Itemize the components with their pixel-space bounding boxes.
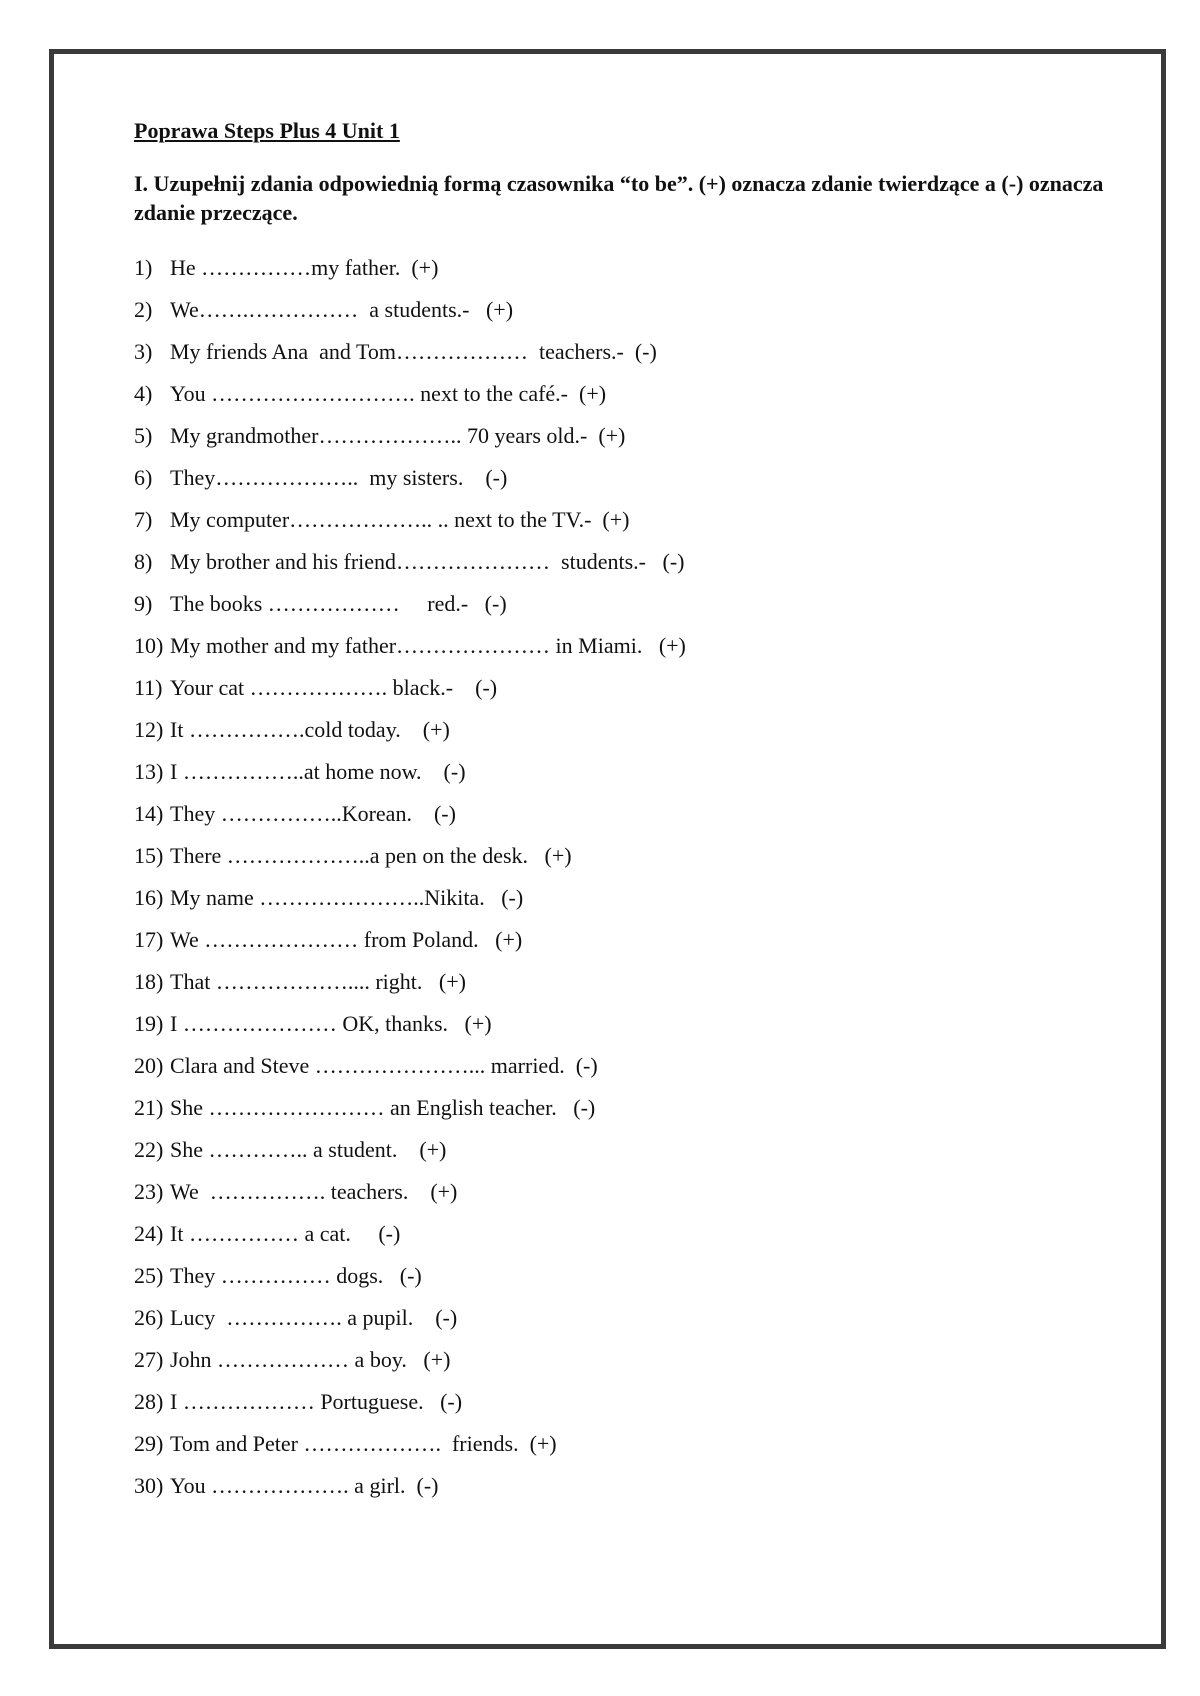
exercise-item-number: 29) [134, 1431, 164, 1456]
exercise-item-text: He ……………my father. (+) [170, 255, 439, 280]
exercise-item-number: 10) [134, 633, 164, 658]
exercise-item [134, 373, 1124, 415]
exercise-item-text: Lucy ……………. a pupil. (-) [170, 1305, 458, 1330]
exercise-item-number: 4) [134, 381, 153, 406]
exercise-item-number: 25) [134, 1263, 164, 1288]
exercise-item [134, 247, 1124, 289]
exercise-item-number: 18) [134, 969, 164, 994]
exercise-item-text: You ………………. a girl. (-) [170, 1473, 439, 1498]
exercise-item-text: You ………………………. next to the café.- (+) [170, 381, 607, 406]
exercise-item [134, 919, 1124, 961]
exercise-item [134, 583, 1124, 625]
exercise-item-text: Clara and Steve …………………... married. (-) [170, 1053, 598, 1078]
exercise-item [134, 1045, 1124, 1087]
exercise-item [134, 835, 1124, 877]
exercise-item-text: My name …………………..Nikita. (-) [170, 885, 524, 910]
exercise-item [134, 1381, 1124, 1423]
exercise-item-number: 6) [134, 465, 153, 490]
exercise-list [134, 247, 1124, 1507]
worksheet-content [134, 117, 1124, 1507]
exercise-item-text: I ……………..at home now. (-) [170, 759, 466, 784]
exercise-item-text: Tom and Peter ………………. friends. (+) [170, 1431, 557, 1456]
exercise-item [134, 1423, 1124, 1465]
exercise-item-number: 9) [134, 591, 153, 616]
exercise-item [134, 625, 1124, 667]
exercise-item [134, 541, 1124, 583]
exercise-item-text: My brother and his friend………………… students.- (-) [170, 549, 685, 574]
exercise-item [134, 751, 1124, 793]
exercise-item-number: 1) [134, 255, 153, 280]
exercise-item [134, 1087, 1124, 1129]
exercise-item [134, 289, 1124, 331]
exercise-item [134, 667, 1124, 709]
exercise-item-number: 21) [134, 1095, 164, 1120]
exercise-item-number: 2) [134, 297, 153, 322]
exercise-item [134, 793, 1124, 835]
exercise-item-text: My mother and my father………………… in Miami. (+) [170, 633, 686, 658]
exercise-item-number: 3) [134, 339, 153, 364]
exercise-instruction: I. Uzupełnij zdania odpowiednią formą czasownika “to be”. (+) oznacza zdanie twierdzące a (-) oznacza zdanie przeczące. [134, 171, 1104, 225]
exercise-item-text: I ………………… OK, thanks. (+) [170, 1011, 492, 1036]
exercise-item-number: 13) [134, 759, 164, 784]
exercise-item-number: 19) [134, 1011, 164, 1036]
exercise-item-number: 22) [134, 1137, 164, 1162]
exercise-item-number: 28) [134, 1389, 164, 1414]
exercise-item-number: 27) [134, 1347, 164, 1372]
exercise-item-number: 14) [134, 801, 164, 826]
exercise-item-text: My computer……………….. .. next to the TV.- (+) [170, 507, 630, 532]
exercise-item-number: 5) [134, 423, 153, 448]
exercise-item [134, 1465, 1124, 1507]
exercise-item [134, 1255, 1124, 1297]
exercise-item-text: Your cat ………………. black.- (-) [170, 675, 498, 700]
exercise-item [134, 709, 1124, 751]
exercise-item-number: 15) [134, 843, 164, 868]
exercise-item [134, 1129, 1124, 1171]
exercise-item-text: That ……………….... right. (+) [170, 969, 466, 994]
exercise-item [134, 1171, 1124, 1213]
exercise-item [134, 1297, 1124, 1339]
exercise-item [134, 331, 1124, 373]
exercise-item-number: 7) [134, 507, 153, 532]
exercise-item [134, 499, 1124, 541]
exercise-item-text: We ………………… from Poland. (+) [170, 927, 523, 952]
exercise-item-text: The books ……………… red.- (-) [170, 591, 507, 616]
exercise-item-number: 20) [134, 1053, 164, 1078]
exercise-item-text: We ……………. teachers. (+) [170, 1179, 458, 1204]
exercise-item [134, 877, 1124, 919]
worksheet-title: Poprawa Steps Plus 4 Unit 1 [134, 118, 400, 143]
exercise-item-text: I ……………… Portuguese. (-) [170, 1389, 463, 1414]
exercise-item-number: 12) [134, 717, 164, 742]
exercise-item-text: We…….…………… a students.- (+) [170, 297, 514, 322]
exercise-item-number: 23) [134, 1179, 164, 1204]
exercise-item-text: She …………………… an English teacher. (-) [170, 1095, 596, 1120]
exercise-item-number: 17) [134, 927, 164, 952]
exercise-item-text: It …………….cold today. (+) [170, 717, 450, 742]
exercise-item [134, 457, 1124, 499]
exercise-item-text: My friends Ana and Tom……………… teachers.- (-) [170, 339, 657, 364]
exercise-item-number: 16) [134, 885, 164, 910]
exercise-item-text: They……………….. my sisters. (-) [170, 465, 508, 490]
exercise-item-text: My grandmother……………….. 70 years old.- (+) [170, 423, 626, 448]
exercise-item-text: John ……………… a boy. (+) [170, 1347, 451, 1372]
exercise-item-number: 26) [134, 1305, 164, 1330]
exercise-item [134, 1003, 1124, 1045]
exercise-item [134, 1213, 1124, 1255]
exercise-item [134, 415, 1124, 457]
exercise-item-text: It …………… a cat. (-) [170, 1221, 401, 1246]
exercise-item-text: She ………….. a student. (+) [170, 1137, 447, 1162]
exercise-item-text: They …………… dogs. (-) [170, 1263, 422, 1288]
exercise-item [134, 961, 1124, 1003]
exercise-item-text: They ……………..Korean. (-) [170, 801, 456, 826]
exercise-item-number: 24) [134, 1221, 164, 1246]
exercise-item-text: There ………………..a pen on the desk. (+) [170, 843, 572, 868]
exercise-item-number: 11) [134, 675, 163, 700]
exercise-item-number: 30) [134, 1473, 164, 1498]
exercise-item [134, 1339, 1124, 1381]
exercise-item-number: 8) [134, 549, 153, 574]
